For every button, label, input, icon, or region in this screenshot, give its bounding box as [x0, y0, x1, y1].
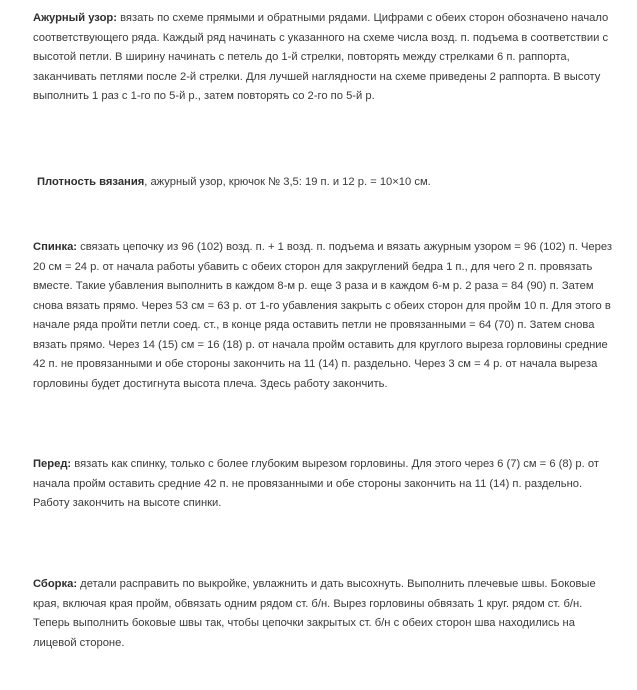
assembly-heading: Сборка:: [33, 578, 78, 590]
front-paragraph: [33, 455, 613, 514]
back-paragraph: [33, 238, 613, 394]
openwork-pattern-text: вязать по схеме прямыми и обратными рядами. Цифрами с обеих сторон обозначено начало соответствующего ряда. Каждый ряд начинать с указанного на схеме числа возд. п. подъема в соответствии с высотой петли. В ширину начинать с петель до 1-й стрелки, повторять между стрелками 6 п. раппорта, заканчивать петлями после 2-й стрелки. Для лучшей наглядности на схеме приведены 2 раппорта. В высоту выполнить 1 раз с 1-го по 5-й р., затем повторять со 2-го по 5-й р.: [33, 12, 609, 102]
gauge-heading: Плотность вязания: [37, 176, 145, 188]
gauge-text: , ажурный узор, крючок № 3,5: 19 п. и 12 р. = 10×10 см.: [144, 176, 431, 188]
front-text: вязать как спинку, только с более глубоким вырезом горловины. Для этого через 6 (7) см = 6 (8) р. от начала пройм оставить средние 42 п. не провязанными и обе стороны закончить на 11 (14) п. раздельно. Работу закончить на высоте спинки.: [33, 458, 599, 509]
openwork-pattern-paragraph: [33, 9, 613, 107]
gauge-paragraph: [37, 173, 617, 193]
back-text: связать цепочку из 96 (102) возд. п. + 1 возд. п. подъема и вязать ажурным узором = 96 (102) п. Через 20 см = 24 р. от начала работы убавить с обеих сторон для закруглений бедра 1 п., для чего 2 п. провязать вместе. Такие убавления выполнить в каждом 8-м р. еще 3 раза и в каждом 6-м р. 2 раза = 84 (90) п. Затем снова вязать прямо. Через 53 см = 63 р. от 1-го убавления закрыть с обеих сторон для пройм 10 п. Для этого в начале ряда пройти петли соед. ст., в конце ряда оставить петли не провязанными = 64 (70) п. Затем снова вязать прямо. Через 14 (15) см = 16 (18) р. от начала пройм оставить для круглого выреза горловины средние 42 п. не провязанными и обе стороны закончить на 11 (14) п. раздельно. Через 3 см = 4 р. от начала выреза горловины будет достигнута высота плеча. Здесь работу закончить.: [33, 241, 612, 390]
assembly-paragraph: [33, 575, 613, 653]
back-heading: Спинка:: [33, 241, 78, 253]
openwork-pattern-heading: Ажурный узор:: [33, 12, 117, 24]
assembly-text: детали расправить по выкройке, увлажнить и дать высохнуть. Выполнить плечевые швы. Боковые края, включая края пройм, обвязать одним рядом ст. б/н. Вырез горловины обвязать 1 круг. рядом ст. б/н. Теперь выполнить боковые швы так, чтобы цепочки закрытых ст. б/н с обеих сторон шва находились на лицевой стороне.: [33, 578, 596, 649]
front-heading: Перед:: [33, 458, 72, 470]
